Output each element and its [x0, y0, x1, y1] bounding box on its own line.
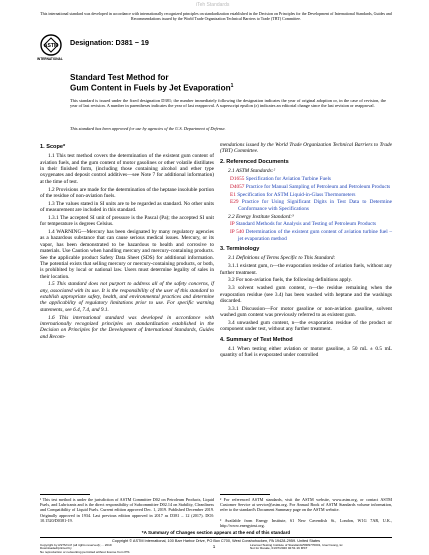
title-footnote-mark: 1	[230, 83, 234, 89]
dod-note: This standard has been approved for use by agencies of the U.S. Department of Defense.	[70, 126, 226, 131]
title-text: Gum Content in Fuels by Jet Evaporation	[70, 83, 231, 93]
para-1-6-cont: mendations issued by the World Trade Organization Technical Barriers to Trade (TBT) Committee.	[220, 142, 392, 155]
para-3-2: 3.2 For non-aviation fuels, the following definitions apply.	[228, 277, 353, 284]
ref-d4057[interactable]: D4057 Practice for Manual Sampling of Petroleum and Petroleum Products	[230, 183, 391, 190]
para-2-2: 2.2 Energy Institute Standard:³	[228, 213, 294, 220]
para-2-1: 2.1 ASTM Standards:²	[228, 168, 276, 175]
terminology-heading: 3. Terminology	[220, 245, 260, 252]
referenced-docs-heading: 2. Referenced Documents	[220, 158, 289, 165]
title-line1: Standard Test Method for	[70, 73, 169, 82]
page-number: 1	[212, 544, 216, 549]
issuance-note: This standard is issued under the fixed designation D381; the number immediately following the designation indicates the year of original adoption or, in the case of revision, the year of last revision. A number in parentheses indicates the year of last reapproval. A superscript epsilon (ε) indicates an editorial change since the last revision or reapproval.	[70, 98, 386, 109]
notice-text: This international standard was developed in accordance with internationally recognized principles on standardization established in the Decision on Principles for the Development of International Standards, Guides and Recommendations issued by the World Trade Organization Technical Barriers to Trade (TBT) Committee.	[40, 11, 392, 21]
bottom-divider	[40, 537, 392, 538]
footnote-1: ¹ This test method is under the jurisdiction of ASTM Committee D02 on Petroleum Products, Liquid Fuels, and Lubricants and is the direct responsibility of Subcommittee D02.14 on Stability, Cleanliness and Compatibility of Liquid Fuels. Current edition approved Dec. 1, 2019. Published December 2019. Originally approved in 1934. Last previous edition approved in 2017 as D381 – 12 (2017). DOI: 10.1520/D0381-19.	[40, 497, 214, 523]
watermark: iTeh Standards	[196, 2, 230, 8]
summary-heading: 4. Summary of Test Method	[220, 336, 293, 343]
ref-ip540[interactable]: IP 540 Determination of the existent gum content of aviation turbine fuel – jet evaporation method	[230, 229, 392, 242]
ref-e29[interactable]: E29 Practice for Using Significant Digits in Test Data to Determine Conformance with Specifications	[230, 199, 393, 212]
title-line2	[70, 83, 233, 93]
para-1-6: 1.6 This international standard was developed in accordance with internationally recognized principles on standardization established in the Decision on Principles for the Development of International Standards, Guides and Recom-	[40, 314, 214, 340]
para-1-5: 1.5 This standard does not purport to address all of the safety concerns, if any, associated with its use. It is the responsibility of the user of this standard to establish appropriate safety, health, and environmental practices and determine the applicability of regulatory limitations prior to use. For specific warning statements, see 6.4, 7.4, and 9.1.	[40, 281, 214, 313]
logo-text: INTERNATIONAL	[37, 57, 63, 61]
para-3-3-1: 3.3.1 Discussion—For motor gasoline or non-aviation gasoline, solvent washed gum content was previously referred to as existent gum.	[220, 305, 392, 319]
ref-e1[interactable]: E1 Specification for ASTM Liquid-in-Glass Thermometers	[230, 191, 356, 198]
footnote-2: ² For referenced ASTM standards, visit the ASTM website, www.astm.org, or contact ASTM Customer Service at service@astm.org. For Annual Book of ASTM Standards volume information, refer to the standard's Document Summary page on the ASTM website.	[220, 497, 392, 513]
designation: Designation: D381 − 19	[70, 38, 149, 47]
svg-text:ASTM: ASTM	[43, 43, 59, 49]
copyright-line: Copyright © ASTM International, 100 Barr Harbor Drive, PO Box C700, West Conshohocken, PA 19428-2959. United States	[111, 539, 320, 543]
ref-ip[interactable]: IP Standard Methods for Analysis and Testing of Petroleum Products	[230, 221, 377, 228]
para-3-1-1: 3.1.1 existent gum, n—the evaporation residue of aviation fuels, without any further treatment.	[220, 263, 392, 276]
ref-d1655[interactable]: D1655 Specification for Aviation Turbine Fuels	[230, 175, 331, 182]
footnote-3: ³ Available from Energy Institute, 61 New Cavendish St., London, W1G 7AR, U.K., http://www.energyinst.org.	[220, 518, 392, 529]
footnote-divider-right	[220, 494, 270, 495]
astm-logo	[37, 34, 63, 64]
para-3-4: 3.4 unwashed gum content, n—the evaporation residue of the product or component under test, without any further treatment.	[220, 319, 392, 333]
left-column	[40, 142, 214, 341]
right-column	[220, 142, 392, 360]
license-right: License=Testing Institute of Standards/5909770001, User=wong, kc Not for Resale, 01/07/2020 02:51:16 MST	[250, 543, 343, 551]
para-1-4: 1.4 WARNING—Mercury has been designated by many regulatory agencies as a hazardous substance that can cause serious medical issues. Mercury, or its vapor, has been demonstrated to be hazardous to health and corrosive to materials. Use Caution when handling mercury and mercury-containing products. See the applicable product Safety Data Sheet (SDS) for additional information. The potential exists that selling mercury or mercury-containing products, or both, is prohibited by local or national law. Users must determine legality of sales in their location.	[40, 229, 214, 280]
para-4-1: 4.1 When testing either aviation or motor gasoline, a 50 mL ± 0.5 mL quantity of fuel is evaporated under controlled	[220, 345, 392, 359]
para-1-2: 1.2 Provisions are made for the determination of the heptane insoluble portion of the residue of non-aviation fuels.	[40, 186, 214, 199]
para-1-1: 1.1 This test method covers the determination of the existent gum content of aviation fuels, and the gum content of motor gasolines or other volatile distillates in their finished form, (including those containing alcohol and ether type oxygenates and deposit control additives—see Note 7 for additional information) at the time of test.	[40, 153, 214, 185]
para-3-1: 3.1 Definitions of Terms Specific to This Standard:	[228, 255, 336, 262]
para-1-3: 1.3 The values stated in SI units are to be regarded as standard. No other units of measurement are included in this standard.	[40, 200, 214, 214]
summary-of-changes-banner: *A Summary of Changes section appears at the end of this standard	[141, 530, 291, 535]
footnote-divider-left	[40, 494, 90, 495]
para-1-3-1: 1.3.1 The accepted SI unit of pressure is the Pascal (Pa); the accepted SI unit for temperature is degrees Celsius.	[40, 214, 214, 228]
para-3-3: 3.3 solvent washed gum content, n—the residue remaining when the evaporation residue (see 3.4) has been washed with heptane and the washings discarded.	[220, 285, 392, 304]
scope-heading: 1. Scope*	[40, 144, 66, 150]
license-left: Copyright by ASTM Int'l (all rights reserved); ... 2019 Downloaded/printed by No reproduction or networking permitted without license from IHS	[40, 543, 130, 554]
